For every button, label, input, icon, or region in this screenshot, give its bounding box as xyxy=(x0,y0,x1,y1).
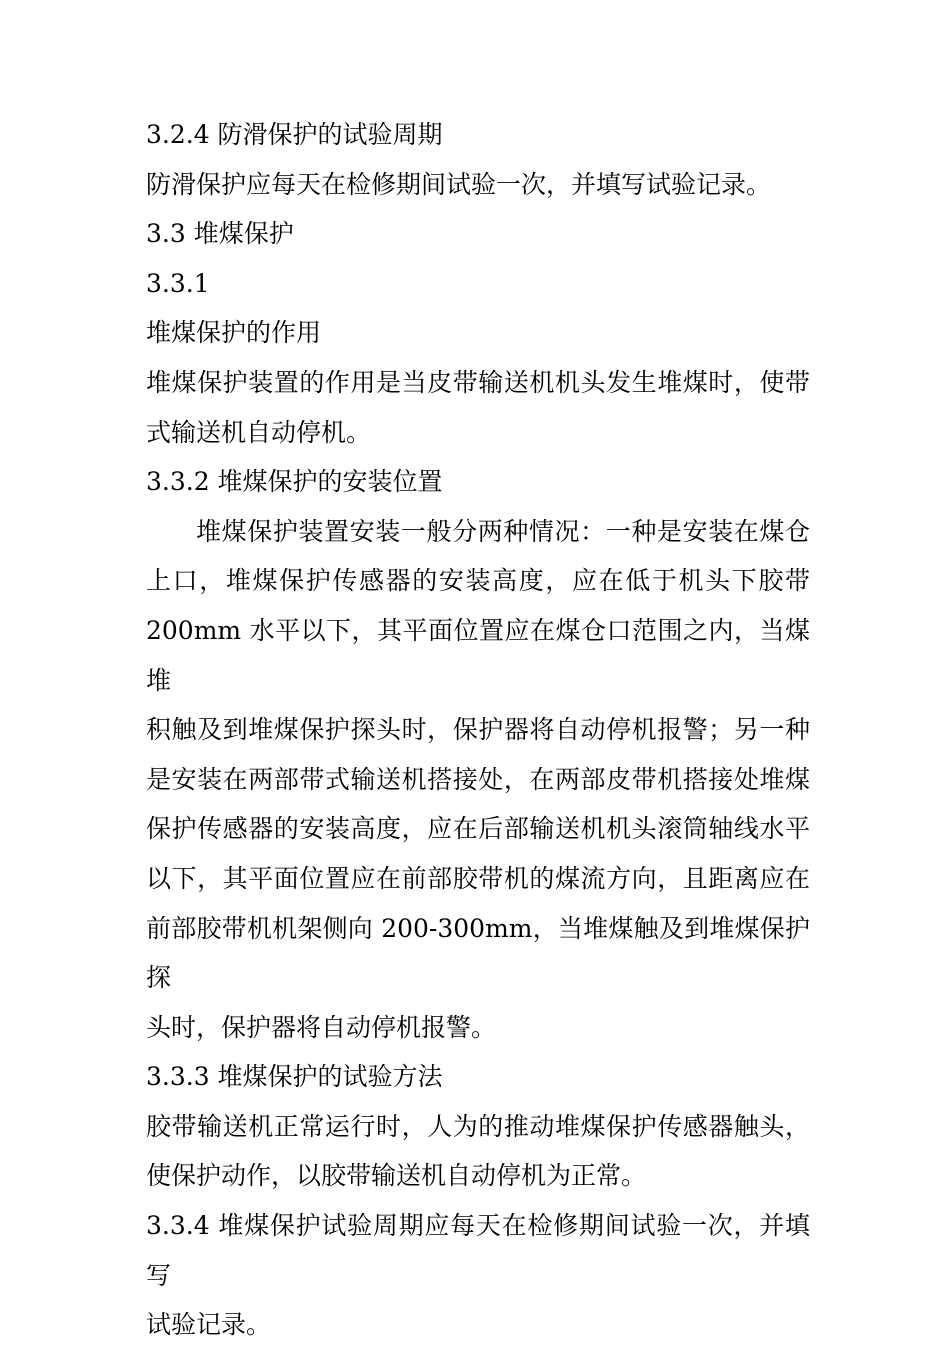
section-heading-3-3-1: 堆煤保护的作用 xyxy=(146,318,322,348)
paragraph-line: 堆煤保护装置的作用是当皮带输送机机头发生堆煤时，使带 xyxy=(146,367,810,397)
paragraph-line: 堆煤保护装置安装一般分两种情况：一种是安装在煤仓 xyxy=(196,516,810,546)
section-3-3-4-line: 3.3.4 堆煤保护试验周期应每天在检修期间试验一次，并填写 xyxy=(146,1211,810,1290)
section-heading-3-3: 3.3 堆煤保护 xyxy=(146,219,294,249)
paragraph-line: 头时，保护器将自动停机报警。 xyxy=(146,1012,497,1042)
section-heading-3-3-3: 3.3.3 堆煤保护的试验方法 xyxy=(146,1062,443,1092)
paragraph-line: 保护传感器的安装高度，应在后部输送机机头滚筒轴线水平 xyxy=(146,814,810,844)
section-heading-3-3-2: 3.3.2 堆煤保护的安装位置 xyxy=(146,467,443,497)
section-heading-3-2-4: 3.2.4 防滑保护的试验周期 xyxy=(146,120,443,149)
paragraph-line: 防滑保护应每天在检修期间试验一次，并填写试验记录。 xyxy=(146,169,772,199)
section-number-3-3-1: 3.3.1 xyxy=(146,268,210,298)
paragraph-line: 前部胶带机机架侧向 200-300mm，当堆煤触及到堆煤保护探 xyxy=(146,913,810,993)
paragraph-line: 式输送机自动停机。 xyxy=(146,417,372,447)
paragraph-line: 试验记录。 xyxy=(146,1310,272,1340)
paragraph-line: 200mm 水平以下，其平面位置应在煤仓口范围之内，当煤堆 xyxy=(146,615,810,695)
paragraph-line: 是安装在两部带式输送机搭接处，在两部皮带机搭接处堆煤 xyxy=(146,764,810,794)
paragraph-line: 胶带输送机正常运行时，人为的推动堆煤保护传感器触头， xyxy=(146,1111,810,1141)
paragraph-line: 使保护动作，以胶带输送机自动停机为正常。 xyxy=(146,1161,647,1191)
paragraph-line: 上口，堆煤保护传感器的安装高度，应在低于机头下胶带 xyxy=(146,566,810,596)
paragraph-line: 以下，其平面位置应在前部胶带机的煤流方向，且距离应在 xyxy=(146,863,810,893)
document-page xyxy=(146,110,810,1350)
paragraph-line: 积触及到堆煤保护探头时，保护器将自动停机报警；另一种 xyxy=(146,715,810,745)
